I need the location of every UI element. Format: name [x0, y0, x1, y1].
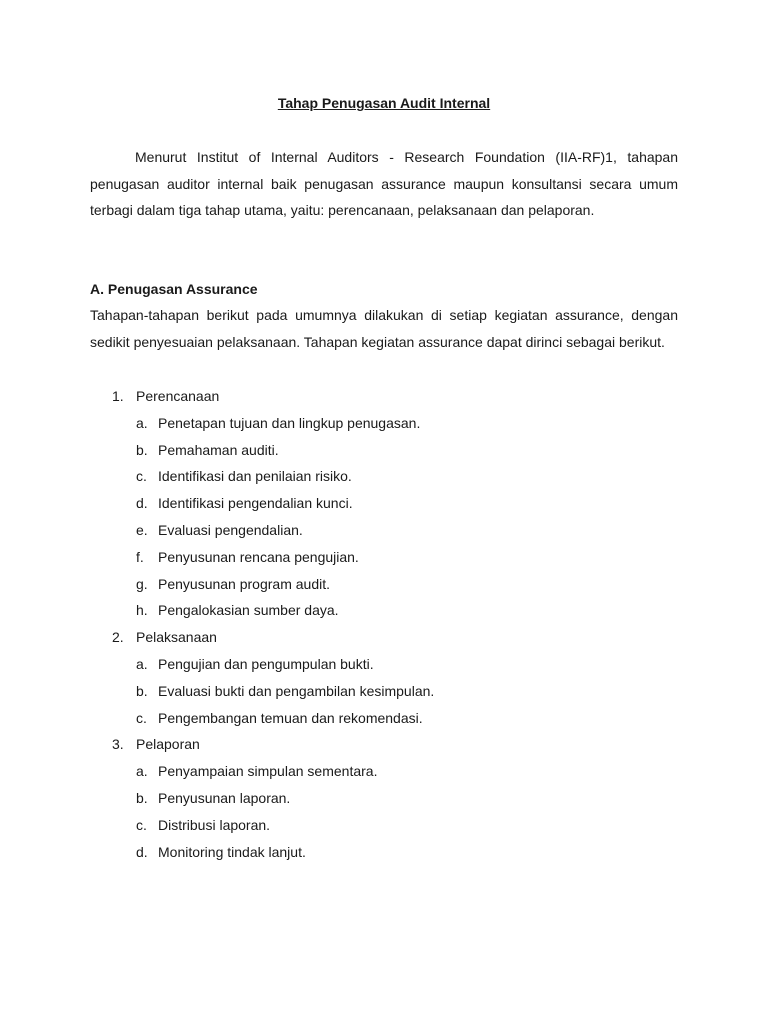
sub-item — [0, 705, 768, 732]
sub-item-letter: c. — [136, 816, 147, 833]
intro-paragraph: Menurut Institut of Internal Auditors - Research Foundation (IIA-RF)1, tahapan penugasan auditor internal baik penugasan assurance maupun konsultansi secara umum terbagi dalam tiga tahap utama, yaitu: perencanaan, pelaksanaan dan pelaporan. — [90, 149, 678, 219]
step-item — [0, 383, 768, 410]
sub-item-text: Pengalokasian sumber daya. — [158, 602, 339, 619]
step-item — [0, 731, 768, 758]
section-heading: A. Penugasan Assurance — [90, 281, 258, 297]
sub-item-letter: c. — [136, 468, 147, 485]
step-label: Perencanaan — [136, 388, 220, 404]
sub-item-text: Monitoring tindak lanjut. — [158, 843, 306, 860]
sub-item-text: Penyusunan rencana pengujian. — [158, 548, 359, 565]
sub-item-letter: b. — [136, 682, 148, 699]
sub-item — [0, 651, 768, 678]
step-label: Pelaksanaan — [136, 629, 217, 646]
sub-item — [0, 839, 768, 866]
step-number: 3. — [112, 736, 124, 753]
sub-item-text: Pengembangan temuan dan rekomendasi. — [158, 709, 423, 726]
sub-item — [0, 463, 768, 490]
sub-item — [0, 517, 768, 544]
sub-item — [0, 571, 768, 598]
sub-item-letter: h. — [136, 602, 148, 619]
sub-item-letter: b. — [136, 789, 148, 806]
sub-item-text: Pemahaman auditi. — [158, 441, 279, 458]
sub-item — [0, 812, 768, 839]
sub-item-letter: g. — [136, 575, 148, 592]
step-number: 1. — [112, 388, 124, 404]
sub-item-letter: a. — [136, 655, 148, 672]
sub-item-letter: c. — [136, 709, 147, 726]
sub-item — [0, 490, 768, 517]
sub-item-letter: d. — [136, 843, 148, 860]
sub-item — [0, 785, 768, 812]
sub-item-text: Penyusunan program audit. — [158, 575, 330, 592]
sub-item — [0, 544, 768, 571]
sub-item-letter: f. — [136, 548, 144, 565]
sub-item — [0, 597, 768, 624]
sub-item-text: Evaluasi pengendalian. — [158, 521, 303, 538]
sub-item-letter: b. — [136, 441, 148, 458]
sub-item — [0, 758, 768, 785]
steps-list — [0, 383, 768, 865]
document-title: Tahap Penugasan Audit Internal — [277, 95, 491, 111]
sub-item-text: Pengujian dan pengumpulan bukti. — [158, 655, 374, 672]
sub-item-letter: a. — [136, 763, 148, 780]
step-number: 2. — [112, 629, 124, 646]
sub-item-text: Evaluasi bukti dan pengambilan kesimpulan. — [158, 682, 435, 699]
sub-item-text: Distribusi laporan. — [158, 816, 271, 833]
sub-item-text: Penyampaian simpulan sementara. — [158, 763, 378, 780]
section-intro-paragraph: Tahapan-tahapan berikut pada umumnya dilakukan di setiap kegiatan assurance, dengan sedikit penyesuaian pelaksanaan. Tahapan kegiatan assurance dapat dirinci sebagai berikut. — [90, 307, 678, 350]
sub-item-text: Identifikasi dan penilaian risiko. — [158, 468, 352, 485]
sub-item — [0, 678, 768, 705]
sub-item — [0, 437, 768, 464]
sub-item-letter: e. — [136, 521, 148, 538]
sub-item — [0, 410, 768, 437]
sub-item-text: Identifikasi pengendalian kunci. — [158, 495, 353, 512]
sub-item-text: Penetapan tujuan dan lingkup penugasan. — [158, 414, 421, 431]
sub-item-letter: d. — [136, 495, 148, 512]
step-label: Pelaporan — [136, 736, 200, 753]
step-item — [0, 624, 768, 651]
sub-item-text: Penyusunan laporan. — [158, 789, 291, 806]
sub-item-letter: a. — [136, 414, 148, 431]
